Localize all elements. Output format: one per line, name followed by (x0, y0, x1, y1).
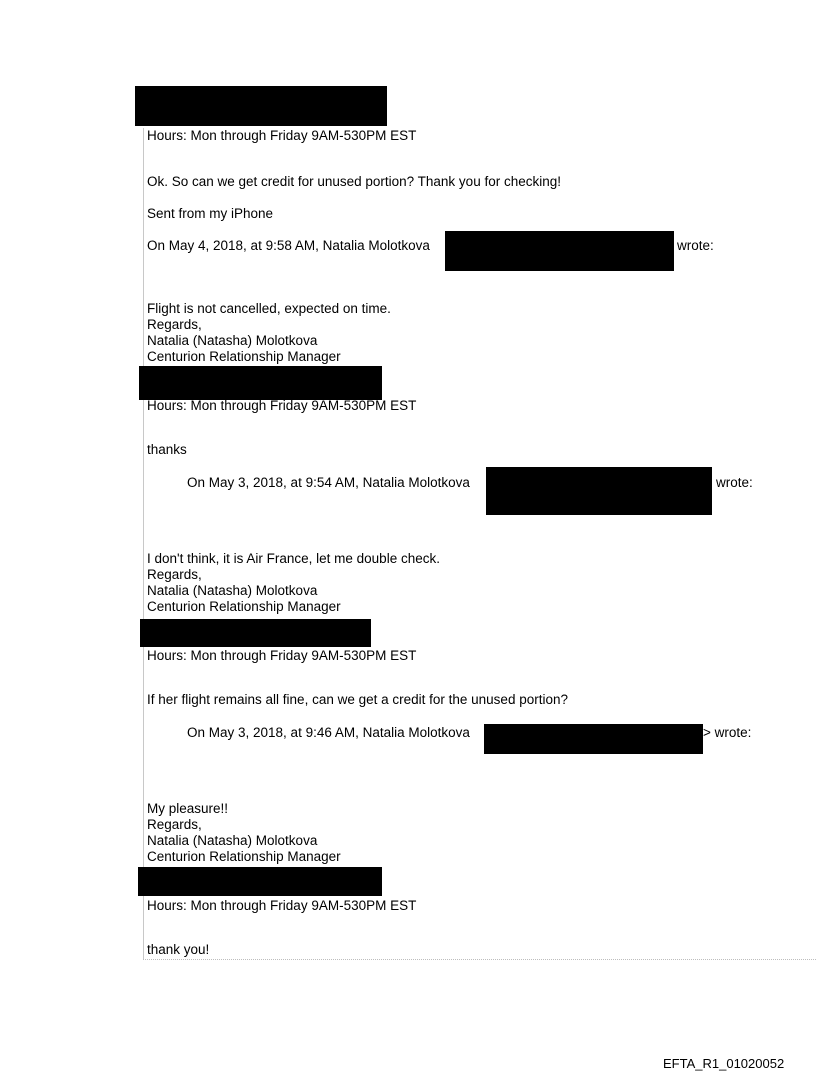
redaction-box (139, 366, 382, 400)
signature-regards: Regards, (147, 317, 202, 332)
reply-header-wrote: wrote: (716, 475, 753, 490)
document-id: EFTA_R1_01020052 (663, 1056, 785, 1071)
signature-title: Centurion Relationship Manager (147, 349, 341, 364)
reply-header-wrote: > wrote: (703, 725, 752, 740)
message-text: I don't think, it is Air France, let me double check. (147, 551, 440, 566)
hours-line: Hours: Mon through Friday 9AM-530PM EST (147, 398, 417, 413)
reply-header: On May 3, 2018, at 9:54 AM, Natalia Molotkova (187, 475, 470, 490)
signature-title: Centurion Relationship Manager (147, 849, 341, 864)
signature-title: Centurion Relationship Manager (147, 599, 341, 614)
message-text: Ok. So can we get credit for unused portion? Thank you for checking! (147, 174, 561, 189)
quote-border (143, 128, 144, 960)
redaction-box (486, 467, 712, 515)
signature-name: Natalia (Natasha) Molotkova (147, 583, 318, 598)
quote-bottom-border (143, 959, 816, 960)
signature-regards: Regards, (147, 817, 202, 832)
sent-from-text: Sent from my iPhone (147, 206, 274, 221)
signature-name: Natalia (Natasha) Molotkova (147, 833, 318, 848)
redaction-box (445, 231, 674, 271)
reply-header: On May 4, 2018, at 9:58 AM, Natalia Molotkova (147, 238, 430, 253)
signature-name: Natalia (Natasha) Molotkova (147, 333, 318, 348)
signature-regards: Regards, (147, 567, 202, 582)
reply-header: On May 3, 2018, at 9:46 AM, Natalia Molotkova (187, 725, 470, 740)
message-text: Flight is not cancelled, expected on time. (147, 301, 391, 316)
hours-line: Hours: Mon through Friday 9AM-530PM EST (147, 648, 417, 663)
hours-line: Hours: Mon through Friday 9AM-530PM EST (147, 898, 417, 913)
redaction-box (140, 619, 371, 647)
redaction-box (484, 724, 703, 754)
message-text: thanks (147, 442, 187, 457)
redaction-box (135, 86, 387, 126)
message-text: My pleasure!! (147, 801, 229, 816)
reply-header-wrote: wrote: (677, 238, 714, 253)
hours-line: Hours: Mon through Friday 9AM-530PM EST (147, 128, 417, 143)
message-text: thank you! (147, 942, 210, 957)
redaction-box (138, 867, 382, 896)
message-text: If her flight remains all fine, can we get a credit for the unused portion? (147, 692, 568, 707)
